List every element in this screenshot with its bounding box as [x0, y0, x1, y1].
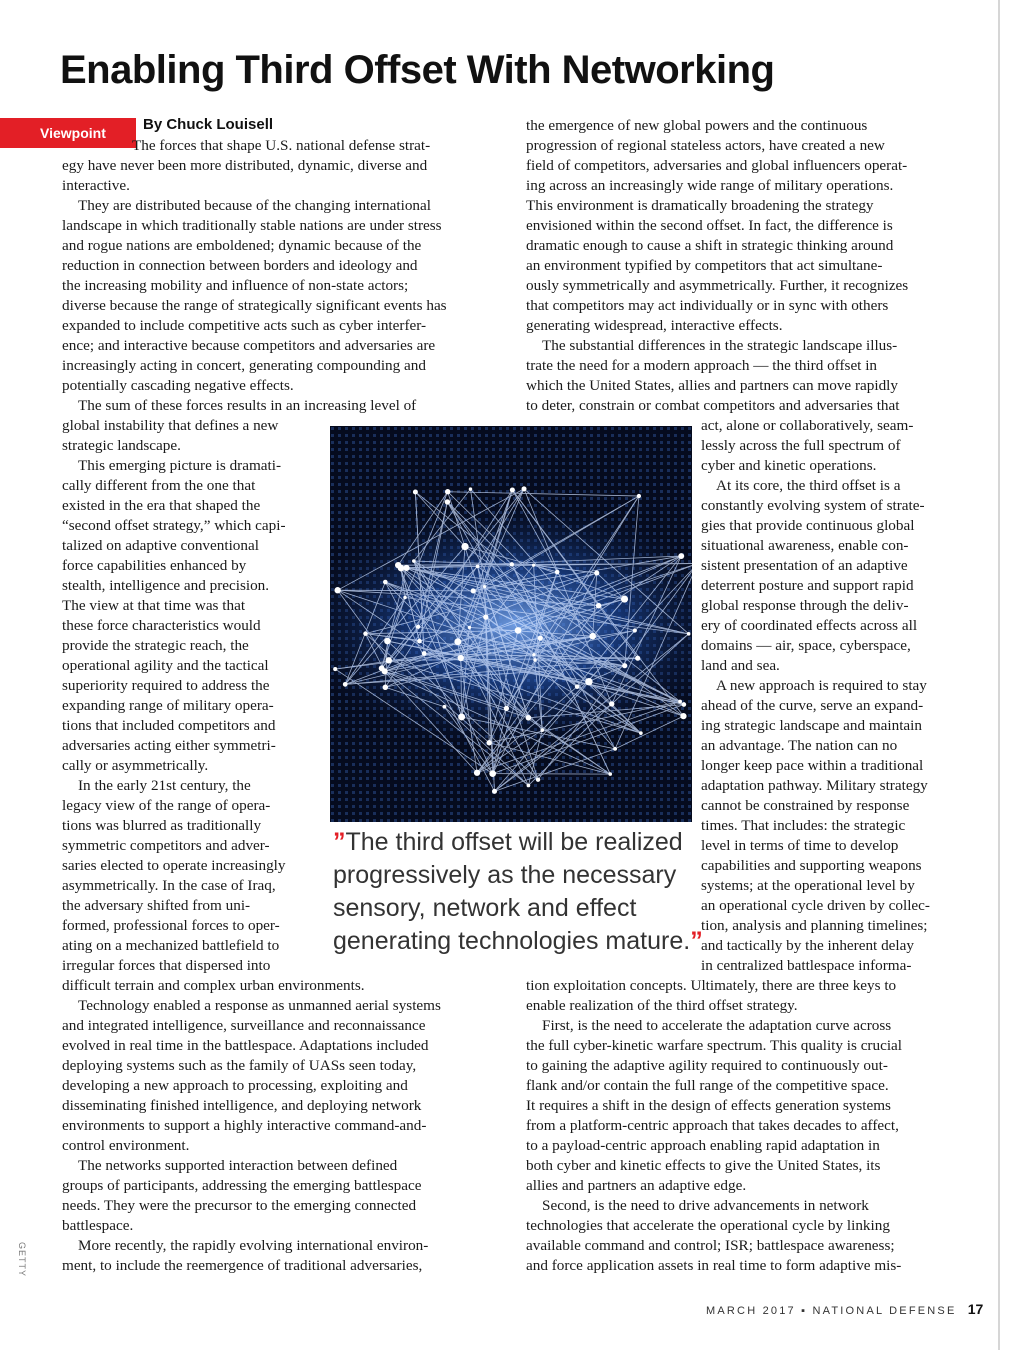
pull-quote-text: The third offset will be realized: [345, 828, 683, 856]
network-node: [639, 731, 643, 735]
text-line: ating on a mechanized battlefield to: [62, 937, 280, 954]
text-line: an environment typified by competitors that act simultane-: [526, 257, 883, 274]
network-node: [382, 668, 388, 674]
text-line: the increasing mobility and influence of non-state actors;: [62, 277, 409, 294]
text-line: deterrent posture and support rapid: [701, 577, 914, 594]
text-line: The sum of these forces results in an increasing level of: [78, 397, 417, 414]
network-node: [680, 713, 686, 719]
text-line: the emergence of new global powers and the continuous: [526, 117, 868, 134]
text-line: generating widespread, interactive effects.: [526, 317, 783, 334]
network-node: [594, 570, 599, 575]
network-node: [608, 772, 612, 776]
page-number: 17: [967, 1301, 984, 1317]
network-node: [687, 632, 691, 636]
network-node: [445, 499, 450, 504]
text-line: longer keep pace within a traditional: [701, 757, 924, 774]
network-node: [483, 615, 488, 620]
network-node: [510, 487, 515, 492]
text-line: cally or asymmetrically.: [62, 757, 209, 774]
text-line: The networks supported interaction between defined: [78, 1157, 398, 1174]
page-edge-rule: [998, 0, 1000, 1350]
network-node: [384, 638, 391, 645]
text-line: ment, to include the reemergence of traditional adversaries,: [62, 1257, 423, 1274]
network-node: [622, 663, 627, 668]
text-line: expanded to include competitive acts such as cyber interfer-: [62, 317, 427, 334]
text-line: legacy view of the range of opera-: [62, 797, 271, 814]
text-line: reduction in connection between borders and ideology and: [62, 257, 418, 274]
text-line: In the early 21st century, the: [78, 777, 251, 794]
pull-quote-line: [333, 859, 693, 892]
text-line: level in terms of time to develop: [701, 837, 899, 854]
text-line: egy have never been more distributed, dynamic, diverse and: [62, 157, 428, 174]
text-line: deploying systems such as the family of UASs seen today,: [62, 1057, 417, 1074]
text-line: progression of regional stateless actors, have created a new: [526, 137, 885, 154]
text-line: domains — air, space, cyberspace,: [701, 637, 911, 654]
text-line: formed, professional forces to oper-: [62, 917, 280, 934]
text-line: lessly across the full spectrum of: [701, 437, 901, 454]
network-node: [532, 653, 535, 656]
text-line: ahead of the curve, serve an expand-: [701, 697, 924, 714]
text-line: force capabilities enhanced by: [62, 557, 247, 574]
page-footer: [706, 1301, 983, 1317]
text-line: The view at that time was that: [62, 597, 246, 614]
text-line: the full cyber-kinetic warfare spectrum. This quality is crucial: [526, 1037, 903, 1054]
text-line: potentially cascading negative effects.: [62, 377, 294, 394]
network-node: [343, 682, 348, 687]
network-node: [536, 777, 540, 781]
text-line: battlespace.: [62, 1217, 134, 1234]
text-line: adversaries acting either symmetri-: [62, 737, 276, 754]
text-line: to gaining the adaptive agility required to continuously out-: [526, 1057, 888, 1074]
network-node: [386, 657, 392, 663]
text-line: and tactically by the inherent delay: [701, 937, 914, 954]
text-line: landscape in which traditionally stable nations are under stress: [62, 217, 442, 234]
network-node: [454, 638, 461, 645]
text-line: symmetric competitors and adver-: [62, 837, 270, 854]
quote-open-mark-icon: ”: [333, 828, 346, 856]
text-line: “second offset strategy,” which capi-: [62, 517, 286, 534]
network-node: [461, 543, 468, 550]
pull-quote-text: generating technologies mature.: [333, 927, 691, 955]
network-node: [635, 656, 640, 661]
photo-credit: GETTY: [17, 1242, 27, 1278]
text-line: talized on adaptive conventional: [62, 537, 259, 554]
text-line: More recently, the rapidly evolving international environ-: [78, 1237, 429, 1254]
network-node: [515, 627, 522, 634]
text-line: cyber and kinetic operations.: [701, 457, 877, 474]
text-line: At its core, the third offset is a: [716, 477, 901, 494]
network-node: [471, 588, 476, 593]
text-line: the adversary shifted from uni-: [62, 897, 251, 914]
text-line: evolved in real time in the battlespace. Adaptations included: [62, 1037, 429, 1054]
text-line: flank and/or contain the full range of the competitive space.: [526, 1077, 889, 1094]
text-line: available command and control; ISR; battlespace awareness;: [526, 1237, 895, 1254]
network-node: [363, 631, 368, 636]
network-node: [334, 587, 340, 593]
text-line: This environment is dramatically broadening the strategy: [526, 197, 874, 214]
footer-issue: MARCH 2017: [706, 1305, 796, 1317]
text-line: act, alone or collaboratively, seam-: [701, 417, 914, 434]
text-line: and integrated intelligence, surveillance and reconnaissance: [62, 1017, 426, 1034]
network-node: [417, 639, 422, 644]
network-node: [413, 490, 418, 495]
text-line: ing across an increasingly wide range of military operations.: [526, 177, 894, 194]
pull-quote-line: [333, 826, 693, 859]
text-line: First, is the need to accelerate the adaptation curve across: [542, 1017, 892, 1034]
network-node: [504, 706, 509, 711]
network-node: [469, 487, 472, 490]
text-line: situational awareness, enable con-: [701, 537, 909, 554]
text-line: to deter, constrain or combat competitors and adversaries that: [526, 397, 900, 414]
text-line: increasingly acting in concert, generating compounding and: [62, 357, 426, 374]
network-node: [422, 651, 427, 656]
text-line: difficult terrain and complex urban environments.: [62, 977, 365, 994]
text-line: environments to support a highly interactive command-and-: [62, 1117, 427, 1134]
text-line: strategic landscape.: [62, 437, 181, 454]
text-line: existed in the era that shaped the: [62, 497, 261, 514]
text-line: operational agility and the tactical: [62, 657, 269, 674]
text-line: saries elected to operate increasingly: [62, 857, 286, 874]
network-node: [403, 565, 409, 571]
network-node: [412, 559, 416, 563]
text-line: tion, analysis and planning timelines;: [701, 917, 928, 934]
text-line: in centralized battlespace informa-: [701, 957, 912, 974]
network-node: [613, 747, 617, 751]
network-node: [637, 494, 641, 498]
text-line: tions that included competitors and: [62, 717, 276, 734]
text-line: to a payload-centric approach enabling rapid adaptation in: [526, 1137, 880, 1154]
pull-quote: [333, 826, 703, 958]
text-line: ery of coordinated effects across all: [701, 617, 918, 634]
network-node: [538, 636, 543, 641]
network-node: [522, 486, 527, 491]
text-line: The forces that shape U.S. national defense strat-: [132, 137, 431, 154]
text-line: these force characteristics would: [62, 617, 261, 634]
footer-separator-icon: ▪: [801, 1305, 808, 1317]
text-line: gies that provide continuous global: [701, 517, 915, 534]
text-line: systems; at the operational level by: [701, 877, 915, 894]
text-line: provide the strategic reach, the: [62, 637, 249, 654]
text-line: groups of participants, addressing the emerging battlespace: [62, 1177, 422, 1194]
text-line: land and sea.: [701, 657, 780, 674]
text-line: which the United States, allies and partners can move rapidly: [526, 377, 898, 394]
footer-publication: NATIONAL DEFENSE: [812, 1305, 957, 1317]
network-node: [585, 678, 592, 685]
network-node: [621, 596, 628, 603]
pull-quote-line: [333, 892, 693, 925]
network-node: [468, 626, 471, 629]
network-node: [489, 770, 496, 777]
network-node: [492, 789, 497, 794]
text-line: adaptation pathway. Military strategy: [701, 777, 928, 794]
pull-quote-line: [333, 925, 703, 958]
text-line: global response through the deliv-: [701, 597, 909, 614]
text-line: ing strategic landscape and maintain: [701, 717, 922, 734]
text-line: Technology enabled a response as unmanned aerial systems: [78, 997, 441, 1014]
network-node: [532, 564, 535, 567]
text-line: envisioned within the second offset. In fact, the difference is: [526, 217, 893, 234]
network-node: [458, 713, 465, 720]
text-line: allies and partners an adaptive edge.: [526, 1177, 747, 1194]
network-node: [526, 715, 532, 721]
network-node: [416, 625, 420, 629]
network-node: [633, 628, 637, 632]
text-line: This emerging picture is dramati-: [78, 457, 282, 474]
text-line: needs. They were the precursor to the emerging connected: [62, 1197, 417, 1214]
network-node: [443, 705, 447, 709]
network-node: [476, 565, 480, 569]
text-line: A new approach is required to stay: [716, 677, 927, 694]
network-node: [486, 740, 491, 745]
text-line: They are distributed because of the changing international: [78, 197, 431, 214]
network-node: [474, 770, 480, 776]
text-line: The substantial differences in the strategic landscape illus-: [542, 337, 898, 354]
network-node: [527, 784, 531, 788]
text-line: Second, is the need to drive advancements in network: [542, 1197, 869, 1214]
text-line: trate the need for a modern approach — the third offset in: [526, 357, 878, 374]
text-line: It requires a shift in the design of effects generation systems: [526, 1097, 891, 1114]
text-line: sistent presentation of an adaptive: [701, 557, 908, 574]
text-line: tions was blurred as traditionally: [62, 817, 262, 834]
text-line: capabilities and supporting weapons: [701, 857, 922, 874]
text-line: asymmetrically. In the case of Iraq,: [62, 877, 276, 894]
byline: By Chuck Louisell: [143, 116, 274, 133]
network-node: [555, 570, 560, 575]
text-line: from a platform-centric approach that takes decades to affect,: [526, 1117, 899, 1134]
pull-quote-text: sensory, network and effect: [333, 894, 637, 922]
text-line: and force application assets in real time to form adaptive mis-: [526, 1257, 902, 1274]
text-line: an advantage. The nation can no: [701, 737, 898, 754]
text-line: that competitors may act individually or in sync with others: [526, 297, 889, 314]
text-line: control environment.: [62, 1137, 190, 1154]
text-line: ence; and interactive because competitors and adversaries are: [62, 337, 436, 354]
text-line: irregular forces that dispersed into: [62, 957, 271, 974]
text-line: and rogue nations are emboldened; dynamic because of the: [62, 237, 422, 254]
network-node: [458, 655, 464, 661]
network-node: [445, 489, 450, 494]
text-line: both cyber and kinetic effects to give the United States, its: [526, 1157, 881, 1174]
network-node: [682, 702, 687, 707]
network-node: [609, 701, 614, 706]
network-node: [383, 685, 389, 691]
network-node: [540, 728, 544, 732]
network-node: [575, 684, 580, 689]
text-line: developing a new approach to processing, exploiting and: [62, 1077, 408, 1094]
article-title: Enabling Third Offset With Networking: [60, 48, 775, 92]
text-line: an operational cycle driven by collec-: [701, 897, 930, 914]
text-line: cally different from the one that: [62, 477, 256, 494]
text-line: disseminating finished intelligence, and deploying network: [62, 1097, 422, 1114]
text-line: field of competitors, adversaries and global influencers operat-: [526, 157, 908, 174]
network-node: [395, 562, 401, 568]
text-line: diverse because the range of strategically significant events has: [62, 297, 447, 314]
quote-close-mark-icon: ”: [690, 927, 703, 955]
network-globe-illustration: [330, 426, 692, 822]
text-line: technologies that accelerate the operational cycle by linking: [526, 1217, 890, 1234]
network-node: [383, 580, 388, 585]
text-line: ously symmetrically and asymmetrically. Further, it recognizes: [526, 277, 909, 294]
network-globe-photo: [330, 426, 692, 822]
network-node: [483, 585, 486, 588]
text-line: global instability that defines a new: [62, 417, 279, 434]
network-node: [533, 658, 536, 661]
network-node: [678, 700, 682, 704]
text-line: cannot be constrained by response: [701, 797, 910, 814]
pull-quote-text: progressively as the necessary: [333, 861, 677, 889]
network-node: [403, 596, 407, 600]
section-tag-viewpoint: Viewpoint: [0, 118, 136, 148]
network-node: [678, 553, 684, 559]
text-line: enable realization of the third offset strategy.: [526, 997, 798, 1014]
network-node: [333, 667, 337, 671]
network-node: [510, 562, 514, 566]
text-line: interactive.: [62, 177, 130, 194]
text-line: tion exploitation concepts. Ultimately, there are three keys to: [526, 977, 897, 994]
text-line: constantly evolving system of strate-: [701, 497, 925, 514]
text-line: dramatic enough to cause a shift in strategic thinking around: [526, 237, 894, 254]
network-node: [589, 633, 596, 640]
text-line: expanding range of military opera-: [62, 697, 274, 714]
text-line: stealth, intelligence and precision.: [62, 577, 270, 594]
text-line: superiority required to address the: [62, 677, 270, 694]
text-line: times. That includes: the strategic: [701, 817, 906, 834]
network-node: [596, 603, 602, 609]
